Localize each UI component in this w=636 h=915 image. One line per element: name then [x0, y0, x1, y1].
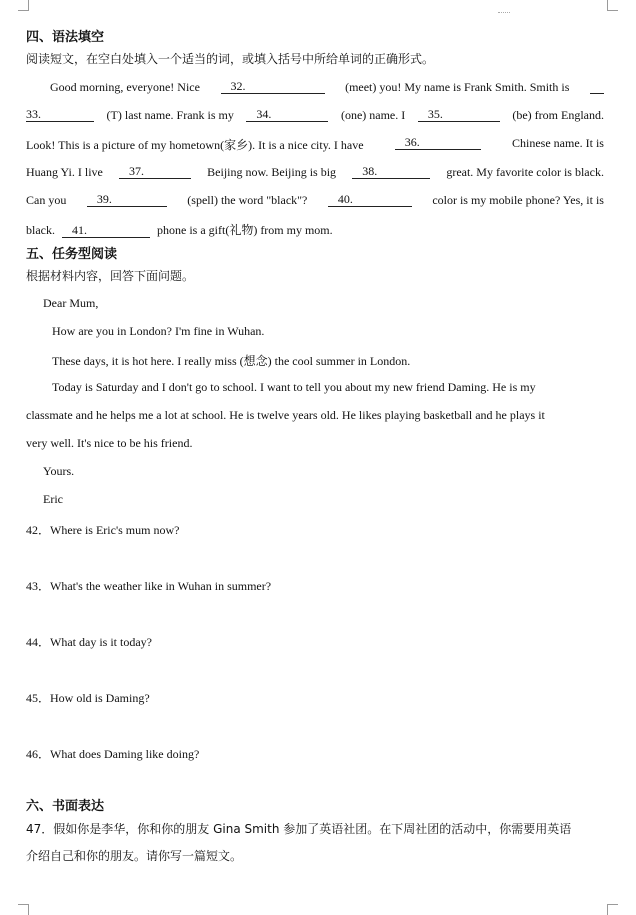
letter-closing: Yours.: [43, 464, 75, 478]
header-dot-mark: [498, 12, 510, 14]
writing-prompt-line-1: 47．假如你是李华，你和你的朋友 Gina Smith 参加了英语社团。在下周社团的活动中，你需要用英语: [26, 822, 572, 836]
passage-text: Can you: [26, 193, 67, 207]
blank-32[interactable]: 32.: [221, 80, 325, 94]
passage-text: color is my mobile phone? Yes, it is: [432, 193, 604, 207]
passage-line-2: [26, 108, 604, 123]
passage-text: Chinese name. It is: [512, 136, 604, 150]
blank-39[interactable]: 39.: [87, 193, 167, 207]
section6-heading: 六、书面表达: [26, 799, 105, 814]
question-45: 45．How old is Daming?: [26, 691, 150, 705]
letter-paragraph-2: These days, it is hot here. I really miss (想念) the cool summer in London.: [52, 354, 411, 368]
letter-signature: Eric: [43, 492, 63, 506]
blank-33-start[interactable]: [590, 80, 604, 94]
passage-text: Beijing now. Beijing is big: [207, 165, 337, 179]
passage-text: (T) last name. Frank is my: [106, 108, 234, 122]
blank-40[interactable]: 40.: [328, 193, 412, 207]
passage-text: (meet) you! My name is Frank Smith. Smith is: [345, 80, 570, 94]
blank-41[interactable]: 41.: [62, 224, 150, 238]
passage-line-5: [26, 193, 604, 208]
blank-33[interactable]: 33.: [26, 108, 94, 122]
passage-line-3: [26, 136, 604, 153]
passage-text: (one) name. I: [340, 108, 406, 122]
passage-text: phone is a gift(礼物) from my mom.: [157, 223, 333, 237]
passage-text: Huang Yi. I live: [26, 165, 103, 179]
blank-36[interactable]: 36.: [395, 136, 481, 150]
corner-mark-top-left: [18, 0, 29, 11]
blank-38[interactable]: 38.: [352, 165, 430, 179]
section5-heading: 五、任务型阅读: [26, 247, 118, 262]
passage-text: (be) from England.: [512, 108, 604, 122]
writing-prompt-line-2: 介绍自己和你的朋友。请你写一篇短文。: [26, 849, 243, 863]
corner-mark-top-right: [607, 0, 618, 11]
blank-34[interactable]: 34.: [246, 108, 328, 122]
passage-line-1: [26, 80, 604, 95]
letter-paragraph-3-line-2: classmate and he helps me a lot at school. He is twelve years old. He likes playing basketball and he plays it: [26, 408, 545, 422]
letter-paragraph-3-line-3: very well. It's nice to be his friend.: [26, 436, 193, 450]
corner-mark-bottom-right: [607, 904, 618, 915]
passage-text: Good morning, everyone! Nice: [50, 80, 200, 94]
question-46: 46．What does Daming like doing?: [26, 747, 200, 761]
letter-paragraph-3-line-1: Today is Saturday and I don't go to school. I want to tell you about my new friend Daming. He is my: [52, 380, 536, 394]
passage-text: Look! This is a picture of my hometown(家乡). It is a nice city. I have: [26, 138, 364, 152]
question-44: 44．What day is it today?: [26, 635, 152, 649]
section5-instruction: 根据材料内容，回答下面问题。: [26, 269, 195, 283]
letter-paragraph-1: How are you in London? I'm fine in Wuhan.: [52, 324, 265, 338]
section4-instruction: 阅读短文，在空白处填入一个适当的词，或填入括号中所给单词的正确形式。: [26, 52, 435, 66]
passage-text: black.: [26, 223, 55, 237]
corner-mark-bottom-left: [18, 904, 29, 915]
question-43: 43．What's the weather like in Wuhan in summer?: [26, 579, 272, 593]
passage-text: (spell) the word "black"?: [187, 193, 308, 207]
letter-greeting: Dear Mum,: [43, 296, 99, 310]
passage-line-6: [26, 221, 333, 238]
passage-text: great. My favorite color is black.: [446, 165, 604, 179]
section4-heading: 四、语法填空: [26, 30, 105, 45]
question-42: 42．Where is Eric's mum now?: [26, 523, 180, 537]
passage-line-4: [26, 165, 604, 180]
blank-35[interactable]: 35.: [418, 108, 500, 122]
blank-37[interactable]: 37.: [119, 165, 191, 179]
